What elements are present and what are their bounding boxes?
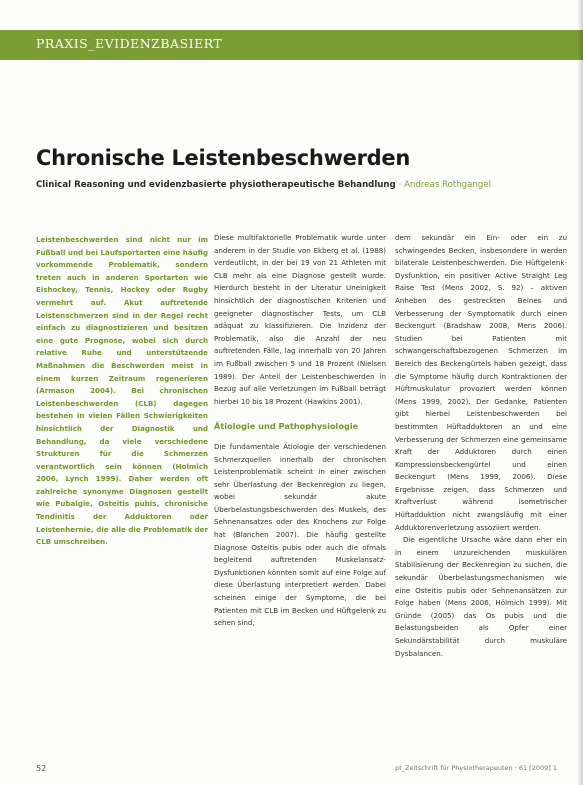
body-paragraph: Diese multifaktorielle Problematik wurde unter anderem in der Studie von Ekberg et al. (1988) verdeutlicht, in der bei 19 von 21 Athleten mit CLB mehr als eine Diagnose gestellt wurde. Hierdurch besteht in der Literatur Uneinigkeit hinsichtlich der diagnostischen Kriterien und geeigneter diagnostischer Tests, um CLB adäquat zu klassifizieren. Die Inzidenz der Problematik, also die Anzahl der neu auftretenden Fälle, lag innerhalb von 20 Jahren im Fußball zwischen 5 und 18 Prozent (Nielsen 1989). Der Anteil der Leistenbeschwerden in Bezug auf alle Verletzungen im Fußball beträgt hierbei 10 bis 18 Prozent (Hawkins 2001). — [214, 233, 386, 406]
body-column-2 — [214, 232, 386, 630]
abstract-column — [36, 234, 208, 549]
section-heading: Ätiologie und Pathophysiologie — [214, 421, 359, 432]
body-paragraph: Die fundamentale Ätiologie der verschiedenen Schmerzquellen innerhalb der chronischen Leistenproblematik scheint in einer zwischen sehr Überlastung der Beckenregion zu liegen, wobei sekundär akute Überbelastungsbeschwerden des Muskels, des Sehnenansatzes oder des Knochens zur Folge hat (Blanchen 2007). Die häufig gestellte Diagnose Osteitis pubis oder auch die ofmals begleitend auftretenden Muskelansatz-Dysfunktionen könnten somit auf eine Folge auf diese Überlastung interpretiert werden. Dabei scheinen einige der Symptome, die bei Patienten mit CLB im Becken und Hüftgelenk zu sehen sind, — [214, 441, 386, 628]
journal-footer: pt_Zeitschrift für Physiotherapeuten · 61 [2009] 1 — [395, 764, 557, 772]
body-column-3 — [395, 232, 567, 660]
article-subtitle — [36, 180, 581, 190]
page-number: 52 — [36, 764, 47, 773]
subtitle-text: Clinical Reasoning und evidenzbasierte physiotherapeutische Behandlung — [36, 180, 396, 190]
body-paragraph: dem sekundär ein Ein- oder ein zu schwingendes Becken, insbesondere in werden bilaterale Leistenbeschwerden. Die Hüftgelenk-Dysfunktion, ein positiver Active Straight Leg Raise Test (Mens 2002, S. 92) – aktiven Anheben des gestreckten Beines und Verbesserung der Symptomatik durch einen Beckengurt (Bradshaw 2008, Mens 2006). Studien bei Patienten mit schwangerschaftsbezogenen Schmerzen im Bereich des Beckengürtels haben gezeigt, dass die Symptome häufig durch Kontraktionen der Hüftmuskulatur provoziert werden können (Mens 1999, 2002). Der Gedanke, Patienten gibt hierbei Leistenbeschwerden bei bestimmten Hüftadduktoren an und eine Verbesserung der Schmerzen eine gemeinsame Kraft der Adduktoren durch einen Kompressionsbeckengürtel und einen Beckengurt (Mens 1999, 2006). Diese Ergebnisse zeigen, dass Schmerzen und Kraftverlust während isometrischer Hüftadduktion nicht zwangsläufig mit einer Adduktorenverletzung assoziiert werden. — [395, 233, 567, 532]
page-edge-shadow — [577, 0, 583, 785]
abstract-text: Leistenbeschwerden sind nicht nur im Fußball und bei Laufsportarten eine häufig vorkommende Problematik, sondern treten auch in anderen Sportarten wie Eishockey, Tennis, Hockey oder Rugby vermehrt auf. Akut auftretende Leistenschmerzen sind in der Regel recht einfach zu diagnostizieren und besitzen eine gute Prognose, wobei sich durch relative Ruhe und unterstützende Maßnahmen die Beschwerden meist in einem kurzen Zeitraum regenerieren (Armason 2004). Bei chronischen Leistenbeschwerden (CLB) dagegen bestehen in vielen Fällen Schwierigkeiten hinsichtlich der Diagnostik und Behandlung, da viele verschiedene Strukturen für die Schmerzen verantwortlich sein können (Holmich 2006, Lynch 1999). Daher werden oft zahlreiche synonyme Diagnosen gestellt wie Pubalgie, Osteitis pubis, chronische Tendinitis der Adduktoren oder Leistenhernie, die alle die Problematik der CLB umschreiben. — [36, 235, 208, 547]
article-title: Chronische Leistenbeschwerden — [36, 146, 410, 170]
author: · Andreas Rothgangel — [398, 180, 491, 190]
body-paragraph: Die eigentliche Ursache wäre dann eher ein in einem unzureichenden muskulären Stabilisierung der Beckenregion zu suchen, die sekundär Überbelastungsmechanismen wie eine Osteitis pubis oder Sehnenansätzen zur Folge haben (Mens 2006, Hölmich 1999). Mit Gründe (2005) das Os pubis und die Belastungsbeiden als Opfer einer Sekundärstabilität durch muskuläre Dysbalancen. — [395, 535, 567, 658]
section-label: PRAXIS_EVIDENZBASIERT — [36, 36, 223, 51]
